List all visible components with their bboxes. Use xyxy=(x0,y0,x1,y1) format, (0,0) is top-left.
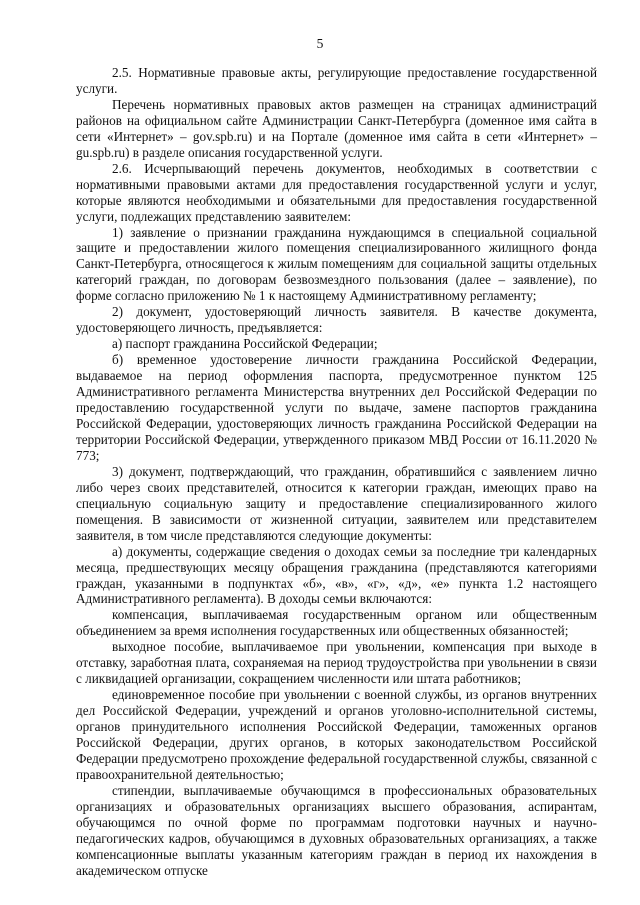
income-item-severance: выходное пособие, выплачиваемое при увольнении, компенсация при выходе в отставку, заработная плата, сохраняемая на период трудоустройства при увольнении в связи с ликвидацией организации, сокращением численности или штата работников; xyxy=(76,639,597,687)
paragraph-2-6-heading: 2.6. Исчерпывающий перечень документов, необходимых в соответствии с нормативными правовыми актами для предоставления государственной услуги и услуг, которые являются необходимыми и обязательными для предоставления государственной услуги, подлежащих представлению заявителем: xyxy=(76,160,597,224)
list-item-3-category-proof: 3) документ, подтверждающий, что гражданин, обратившийся с заявлением лично либо через своих представителей, относится к категории граждан, имеющих право на специальную социальную защиту и предоставление специализированного жилого помещения. В зависимости от жизненной ситуации, заявителем или представителем заявителя, в том числе представляются следующие документы: xyxy=(76,463,597,543)
list-item-1-application: 1) заявление о признании гражданина нуждающимся в специальной социальной защите и предоставлении жилого помещения специализированного жилищного фонда Санкт-Петербурга, относящегося к жилым помещениям для социальной защиты отдельных категорий граждан, по договорам безвозмездного пользования (далее – заявление), по форме согласно приложению № 1 к настоящему Административному регламенту; xyxy=(76,224,597,304)
paragraph-2-5-heading: 2.5. Нормативные правовые акты, регулирующие предоставление государственной услуги. xyxy=(76,65,597,96)
page-number: 5 xyxy=(316,36,324,51)
income-item-compensation: компенсация, выплачиваемая государственным органом или общественным объединением за время исполнения государственных или общественных обязанностей; xyxy=(76,607,597,639)
list-item-2-identity-document: 2) документ, удостоверяющий личность заявителя. В качестве документа, удостоверяющего личность, предъявляется: xyxy=(76,304,597,336)
subitem-b-temporary-id: б) временное удостоверение личности гражданина Российской Федерации, выдаваемое на период оформления паспорта, предусмотренное пунктом 125 Административного регламента Министерства внутренних дел Российской Федерации по предоставлению государственной услуги по выдаче, замене паспортов гражданина Российской Федерации, удостоверяющих личность гражданина Российской Федерации на территории Российской Федерации, утвержденного приказом МВД России от 16.11.2020 № 773; xyxy=(76,352,597,463)
paragraph-npa-list: Перечень нормативных правовых актов размещен на страницах администраций районов на официальном сайте Администрации Санкт-Петербурга (доменное имя сайта в сети «Интернет» – gov.spb.ru) и на Портале (доменное имя сайта в сети «Интернет» – gu.spb.ru) в разделе описания государственной услуги. xyxy=(76,96,597,160)
income-item-stipends: стипендии, выплачиваемые обучающимся в профессиональных образовательных организациях и образовательных организациях высшего образования, аспирантам, обучающимся по очной форме по программам подготовки научных и научно-педагогических кадров, обучающимся в духовных образовательных организациях, а также компенсационные выплаты указанным категориям граждан в период их нахождения в академическом отпуске xyxy=(76,782,597,878)
document-body xyxy=(76,65,597,879)
subitem-a-income-documents: а) документы, содержащие сведения о доходах семьи за последние три календарных месяца, предшествующих месяцу обращения гражданина (представляются категориями граждан, указанными в подпунктах «б», «в», «г», «д», «е» пункта 1.2 настоящего Административного регламента). В доходы семьи включаются: xyxy=(76,543,597,607)
income-item-lump-sum: единовременное пособие при увольнении с военной службы, из органов внутренних дел Российской Федерации, учреждений и органов уголовно-исполнительной системы, органов принудительного исполнения Российской Федерации, таможенных органов Российской Федерации, других органов, в которых законодательством Российской Федерации предусмотрено прохождение федеральной государственной службы, связанной с правоохранительной деятельностью; xyxy=(76,687,597,782)
subitem-a-passport: а) паспорт гражданина Российской Федерации; xyxy=(112,336,378,352)
